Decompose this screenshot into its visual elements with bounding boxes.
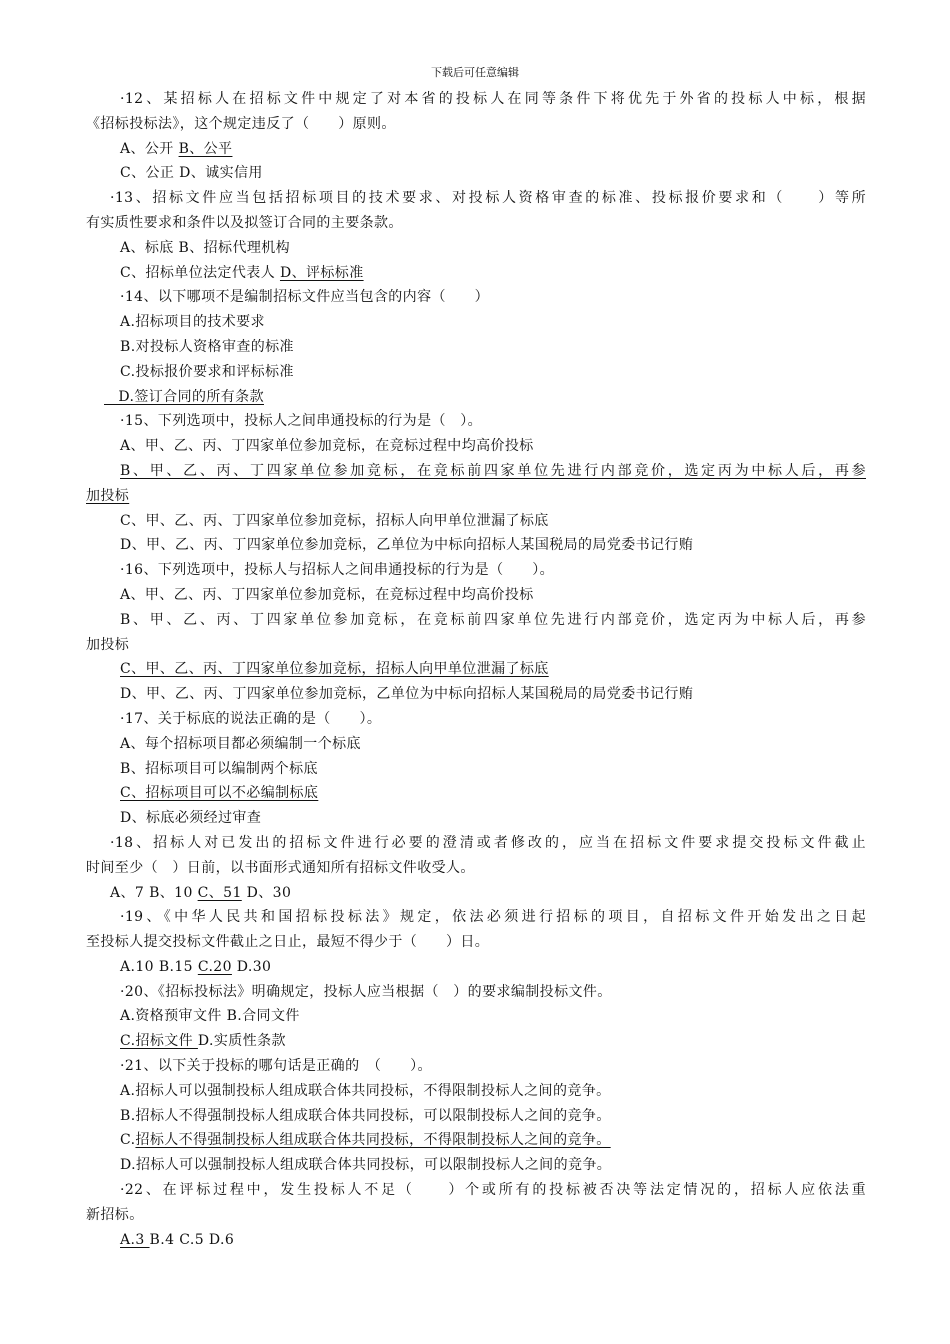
text-segment: B、招标项目可以编制两个标底 <box>120 760 318 777</box>
text-line <box>86 633 866 658</box>
text-line <box>86 707 866 732</box>
answer-text: 加投标 <box>86 487 130 504</box>
text-line <box>86 137 866 162</box>
text-line <box>86 781 866 806</box>
text-line <box>86 211 866 236</box>
text-segment: D.实质性条款 <box>197 1033 286 1050</box>
answer-text: C、招标项目可以不必编制标底 <box>120 785 319 802</box>
text-segment: ·14、以下哪项不是编制招标文件应当包含的内容（ ） <box>120 289 490 306</box>
text-segment: ·21、以下关于投标的哪句话是正确的 （ ）。 <box>120 1058 432 1075</box>
text-line <box>86 930 866 955</box>
text-line <box>86 434 866 459</box>
text-line <box>86 955 866 980</box>
text-line <box>86 1004 866 1029</box>
text-segment: ·19、《中华人民共和国招标投标法》规定，依法必须进行招标的项目，自招标文件开始发出之日起 <box>120 909 866 926</box>
answer-text: D.签订合同的所有条款 <box>104 388 264 405</box>
document-body <box>86 87 866 1252</box>
text-line <box>86 1228 866 1253</box>
text-segment: D.30 <box>231 958 272 975</box>
text-segment: D、甲、乙、丙、丁四家单位参加竞标，乙单位为中标向招标人某国税局的局党委书记行贿 <box>120 537 694 554</box>
text-line <box>86 757 866 782</box>
text-segment: ·17、关于标底的说法正确的是（ ）。 <box>120 710 382 727</box>
text-segment: ·12、某招标人在招标文件中规定了对本省的投标人在同等条件下将优先于外省的投标人中标，根据 <box>120 91 866 107</box>
text-segment: B.4 C.5 D.6 <box>149 1231 235 1248</box>
text-segment: A、甲、乙、丙、丁四家单位参加竞标，在竞标过程中均高价投标 <box>120 438 534 455</box>
text-line <box>86 558 866 583</box>
text-segment: 至投标人提交投标文件截止之日止，最短不得少于（ ）日。 <box>86 934 490 951</box>
text-line <box>86 1203 866 1228</box>
text-line <box>86 657 866 682</box>
text-segment: A.10 B.15 <box>120 958 198 975</box>
text-segment: D、甲、乙、丙、丁四家单位参加竞标，乙单位为中标向招标人某国税局的局党委书记行贿 <box>120 686 694 703</box>
text-segment: A.招标项目的技术要求 <box>120 314 265 331</box>
text-line <box>86 856 866 881</box>
answer-text: C、51 <box>197 884 242 901</box>
text-segment: A、7 B、10 <box>110 884 198 901</box>
text-segment: 加投标 <box>86 636 130 653</box>
answer-text: C、甲、乙、丙、丁四家单位参加竞标，招标人向甲单位泄漏了标底 <box>120 661 549 678</box>
text-line <box>86 881 866 906</box>
text-segment: C、招标单位法定代表人 <box>120 264 280 281</box>
text-segment: C、公正 D、诚实信用 <box>120 165 263 182</box>
text-segment: A.招标人可以强制投标人组成联合体共同投标，不得限制投标人之间的竞争。 <box>120 1082 611 1099</box>
text-line <box>86 484 866 509</box>
text-segment: A.资格预审文件 B.合同文件 <box>120 1008 300 1025</box>
text-line <box>86 409 866 434</box>
text-line <box>86 1079 866 1104</box>
text-line <box>86 831 866 856</box>
text-segment: ·22、在评标过程中，发生投标人不足（ ）个或所有的投标被否决等法定情况的，招标人应依法重 <box>120 1182 866 1199</box>
text-line <box>86 360 866 385</box>
text-line <box>86 1153 866 1178</box>
text-line <box>86 385 866 410</box>
text-line <box>86 1054 866 1079</box>
answer-text: A.3 <box>120 1231 150 1248</box>
text-line <box>86 1128 866 1153</box>
text-line <box>86 509 866 534</box>
answer-text: 招标人不得强制投标人组成联合体共同投标，不得限制投标人之间的竞争。 <box>135 1132 611 1149</box>
text-line <box>86 583 866 608</box>
text-line <box>86 112 866 137</box>
text-segment: B、甲、乙、丙、丁四家单位参加竞标，在竞标前四家单位先进行内部竞价，选定丙为中标人后，再参 <box>120 611 866 628</box>
text-segment: 《招标投标法》，这个规定违反了（ ）原则。 <box>86 115 396 132</box>
text-segment: B.招标人不得强制投标人组成联合体共同投标，可以限制投标人之间的竞争。 <box>120 1107 611 1124</box>
text-segment: A、甲、乙、丙、丁四家单位参加竞标，在竞标过程中均高价投标 <box>120 586 534 603</box>
text-line <box>86 87 866 112</box>
text-segment: ·13、招标文件应当包括招标项目的技术要求、对投标人资格审查的标准、投标报价要求和（ ）等所 <box>110 190 866 207</box>
text-line <box>86 335 866 360</box>
text-segment: ·20、《招标投标法》明确规定，投标人应当根据（ ）的要求编制投标文件。 <box>120 983 612 1000</box>
text-line <box>86 980 866 1005</box>
text-line <box>86 459 866 484</box>
answer-text: D、评标标准 <box>279 264 364 281</box>
text-line <box>86 186 866 211</box>
text-line <box>86 1029 866 1054</box>
text-line <box>86 682 866 707</box>
text-segment: C. <box>120 1132 136 1149</box>
answer-text: B、公平 <box>178 140 233 157</box>
text-segment: C.投标报价要求和评标标准 <box>120 363 294 380</box>
text-segment: ·15、下列选项中，投标人之间串通投标的行为是（ ）。 <box>120 413 483 430</box>
text-line <box>86 1104 866 1129</box>
text-segment: 有实质性要求和条件以及拟签订合同的主要条款。 <box>86 214 403 231</box>
answer-text: C.20 <box>197 958 232 975</box>
text-line <box>86 261 866 286</box>
text-segment: A、标底 B、招标代理机构 <box>120 239 291 256</box>
text-line <box>86 310 866 335</box>
page-header: 下载后可任意编辑 <box>431 66 519 79</box>
text-segment: C、甲、乙、丙、丁四家单位参加竞标，招标人向甲单位泄漏了标底 <box>120 512 549 529</box>
text-segment: 时间至少（ ）日前，以书面形式通知所有招标文件收受人。 <box>86 859 475 876</box>
text-segment: D.招标人可以强制投标人组成联合体共同投标，可以限制投标人之间的竞争。 <box>120 1157 612 1174</box>
text-segment: 新招标。 <box>86 1206 144 1223</box>
text-segment: A、公开 <box>120 140 179 157</box>
text-segment: ·16、下列选项中，投标人与招标人之间串通投标的行为是（ ）。 <box>120 562 555 579</box>
text-line <box>86 236 866 261</box>
text-line <box>86 905 866 930</box>
answer-text: C.招标文件 <box>120 1033 198 1050</box>
text-line <box>86 608 866 633</box>
text-line <box>86 533 866 558</box>
text-line <box>86 285 866 310</box>
text-line <box>86 806 866 831</box>
text-segment: A、每个招标项目都必须编制一个标底 <box>120 735 361 752</box>
text-line <box>86 732 866 757</box>
text-segment: D、30 <box>241 884 292 901</box>
text-segment: D、标底必须经过审查 <box>120 810 262 827</box>
text-line <box>86 161 866 186</box>
answer-text: B、甲、乙、丙、丁四家单位参加竞标，在竞标前四家单位先进行内部竞价，选定丙为中标人后，再参 <box>120 462 866 479</box>
text-segment: B.对投标人资格审查的标准 <box>120 338 294 355</box>
text-segment: ·18、招标人对已发出的招标文件进行必要的澄清或者修改的，应当在招标文件要求提交投标文件截止 <box>110 834 866 851</box>
text-line <box>86 1178 866 1203</box>
